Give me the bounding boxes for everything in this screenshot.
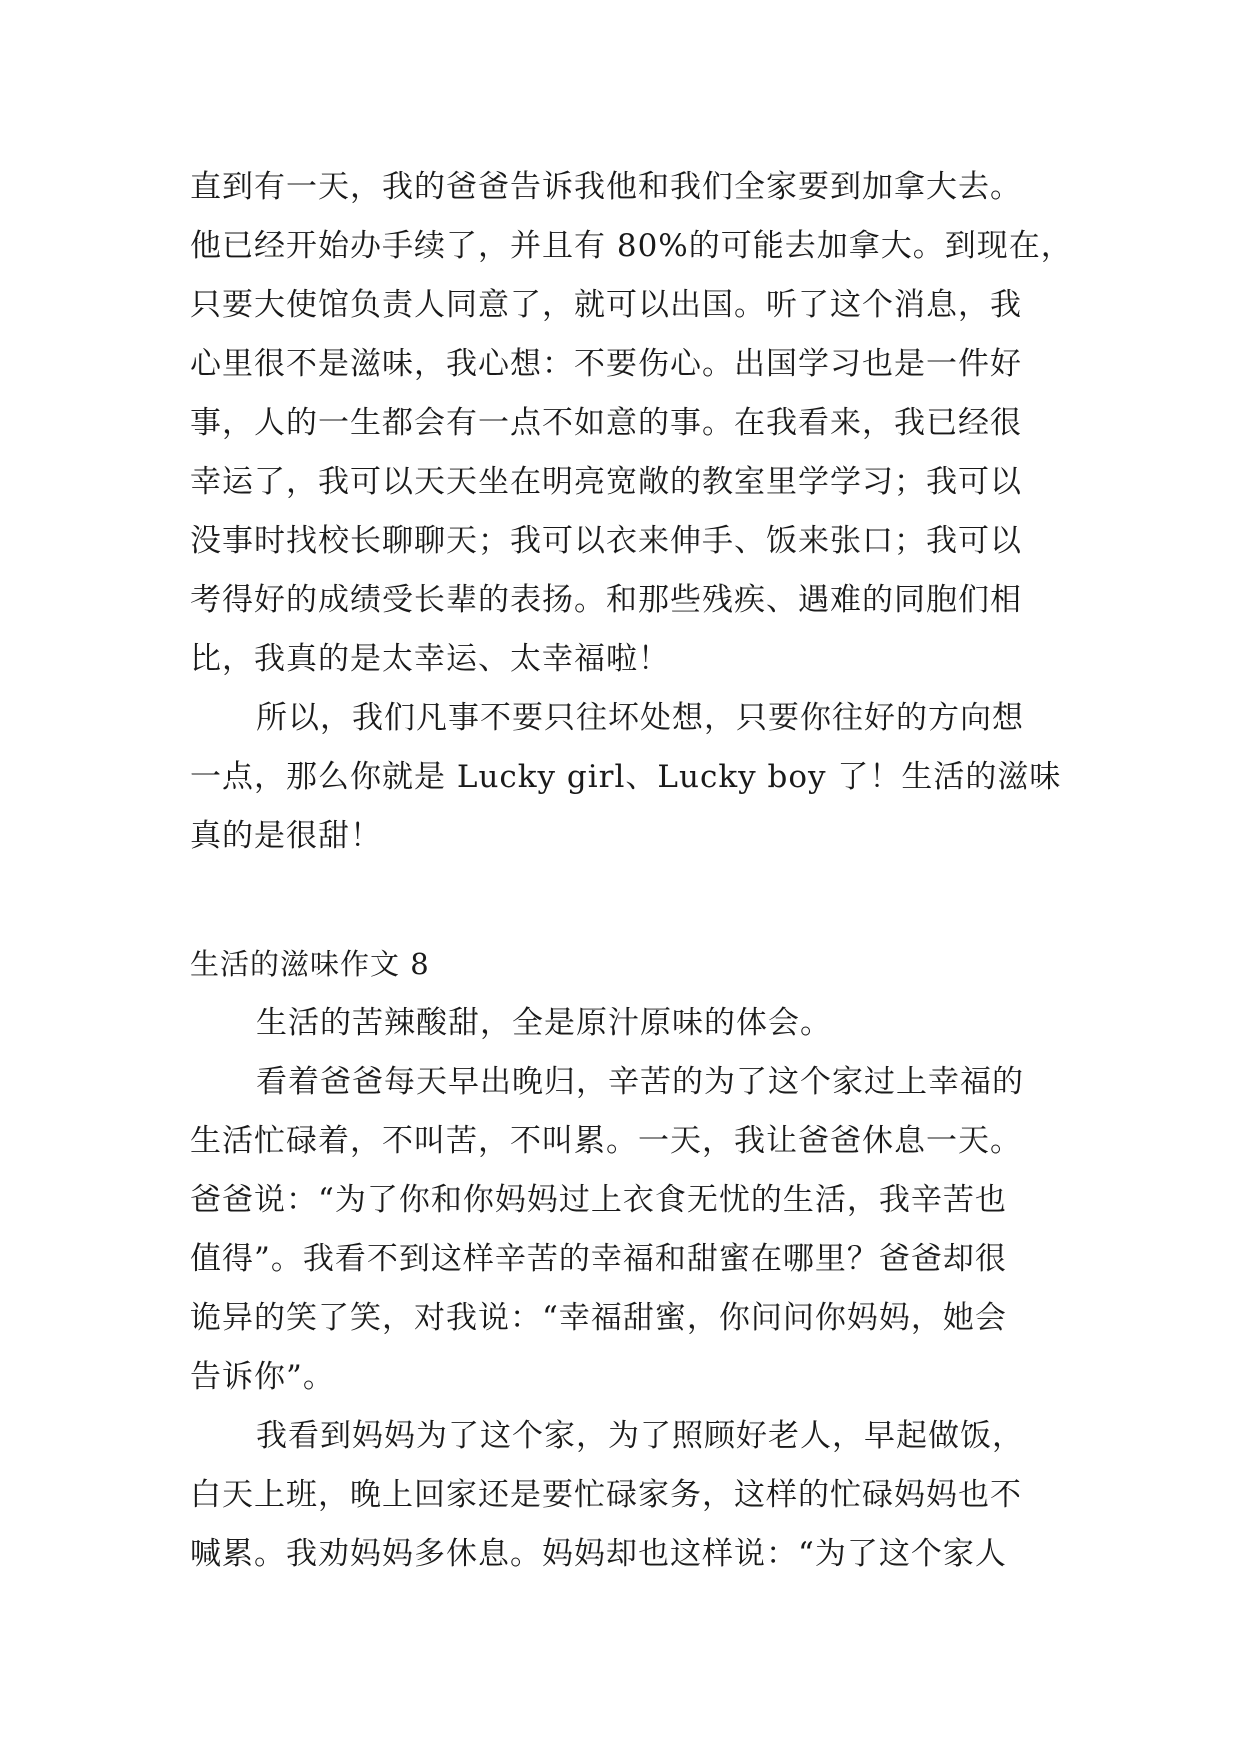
paragraph-mother bbox=[190, 1407, 1070, 1584]
text-line: 直到有一天，我的爸爸告诉我他和我们全家要到加拿大去。 bbox=[190, 169, 1022, 205]
paragraph-conclusion bbox=[190, 689, 1070, 866]
text-line: 一点，那么你就是 Lucky girl、Lucky boy 了！生活的滋味 bbox=[190, 759, 1062, 795]
text-line: 喊累。我劝妈妈多休息。妈妈却也这样说：“为了这个家人 bbox=[190, 1536, 1007, 1572]
text-line: 值得”。我看不到这样辛苦的幸福和甜蜜在哪里？爸爸却很 bbox=[190, 1241, 1007, 1277]
paragraph-intro bbox=[190, 994, 1070, 1053]
text-line: 考得好的成绩受长辈的表扬。和那些残疾、遇难的同胞们相 bbox=[190, 582, 1022, 618]
text-line: 生活的苦辣酸甜，全是原汁原味的体会。 bbox=[256, 1005, 832, 1041]
text-line: 事，人的一生都会有一点不如意的事。在我看来，我已经很 bbox=[190, 405, 1022, 441]
document-body bbox=[190, 158, 1073, 1584]
text-line: 心里很不是滋味，我心想：不要伤心。出国学习也是一件好 bbox=[190, 346, 1022, 382]
section-spacer bbox=[190, 866, 1070, 935]
text-line: 生活忙碌着，不叫苦，不叫累。一天，我让爸爸休息一天。 bbox=[190, 1123, 1022, 1159]
text-line: 他已经开始办手续了，并且有 80%的可能去加拿大。到现在， bbox=[190, 228, 1073, 264]
text-line: 诡异的笑了笑，对我说：“幸福甜蜜，你问问你妈妈，她会 bbox=[190, 1300, 1007, 1336]
text-line: 看着爸爸每天早出晚归，辛苦的为了这个家过上幸福的 bbox=[256, 1064, 1024, 1100]
text-line: 幸运了，我可以天天坐在明亮宽敞的教室里学学习；我可以 bbox=[190, 464, 1022, 500]
text-line: 告诉你”。 bbox=[190, 1359, 335, 1395]
text-line: 所以，我们凡事不要只往坏处想，只要你往好的方向想 bbox=[256, 700, 1024, 736]
text-line: 我看到妈妈为了这个家，为了照顾好老人，早起做饭， bbox=[256, 1418, 1024, 1454]
text-line: 没事时找校长聊聊天；我可以衣来伸手、饭来张口；我可以 bbox=[190, 523, 1022, 559]
paragraph-father bbox=[190, 1053, 1070, 1407]
paragraph-emigration bbox=[190, 158, 1073, 689]
text-line: 只要大使馆负责人同意了，就可以出国。听了这个消息，我 bbox=[190, 287, 1022, 323]
text-line: 比，我真的是太幸运、太幸福啦！ bbox=[190, 641, 670, 677]
text-line: 真的是很甜！ bbox=[190, 818, 382, 854]
section-title: 生活的滋味作文 8 bbox=[190, 947, 430, 981]
text-line: 爸爸说：“为了你和你妈妈过上衣食无忧的生活，我辛苦也 bbox=[190, 1182, 1007, 1218]
text-line: 白天上班，晚上回家还是要忙碌家务，这样的忙碌妈妈也不 bbox=[190, 1477, 1022, 1513]
